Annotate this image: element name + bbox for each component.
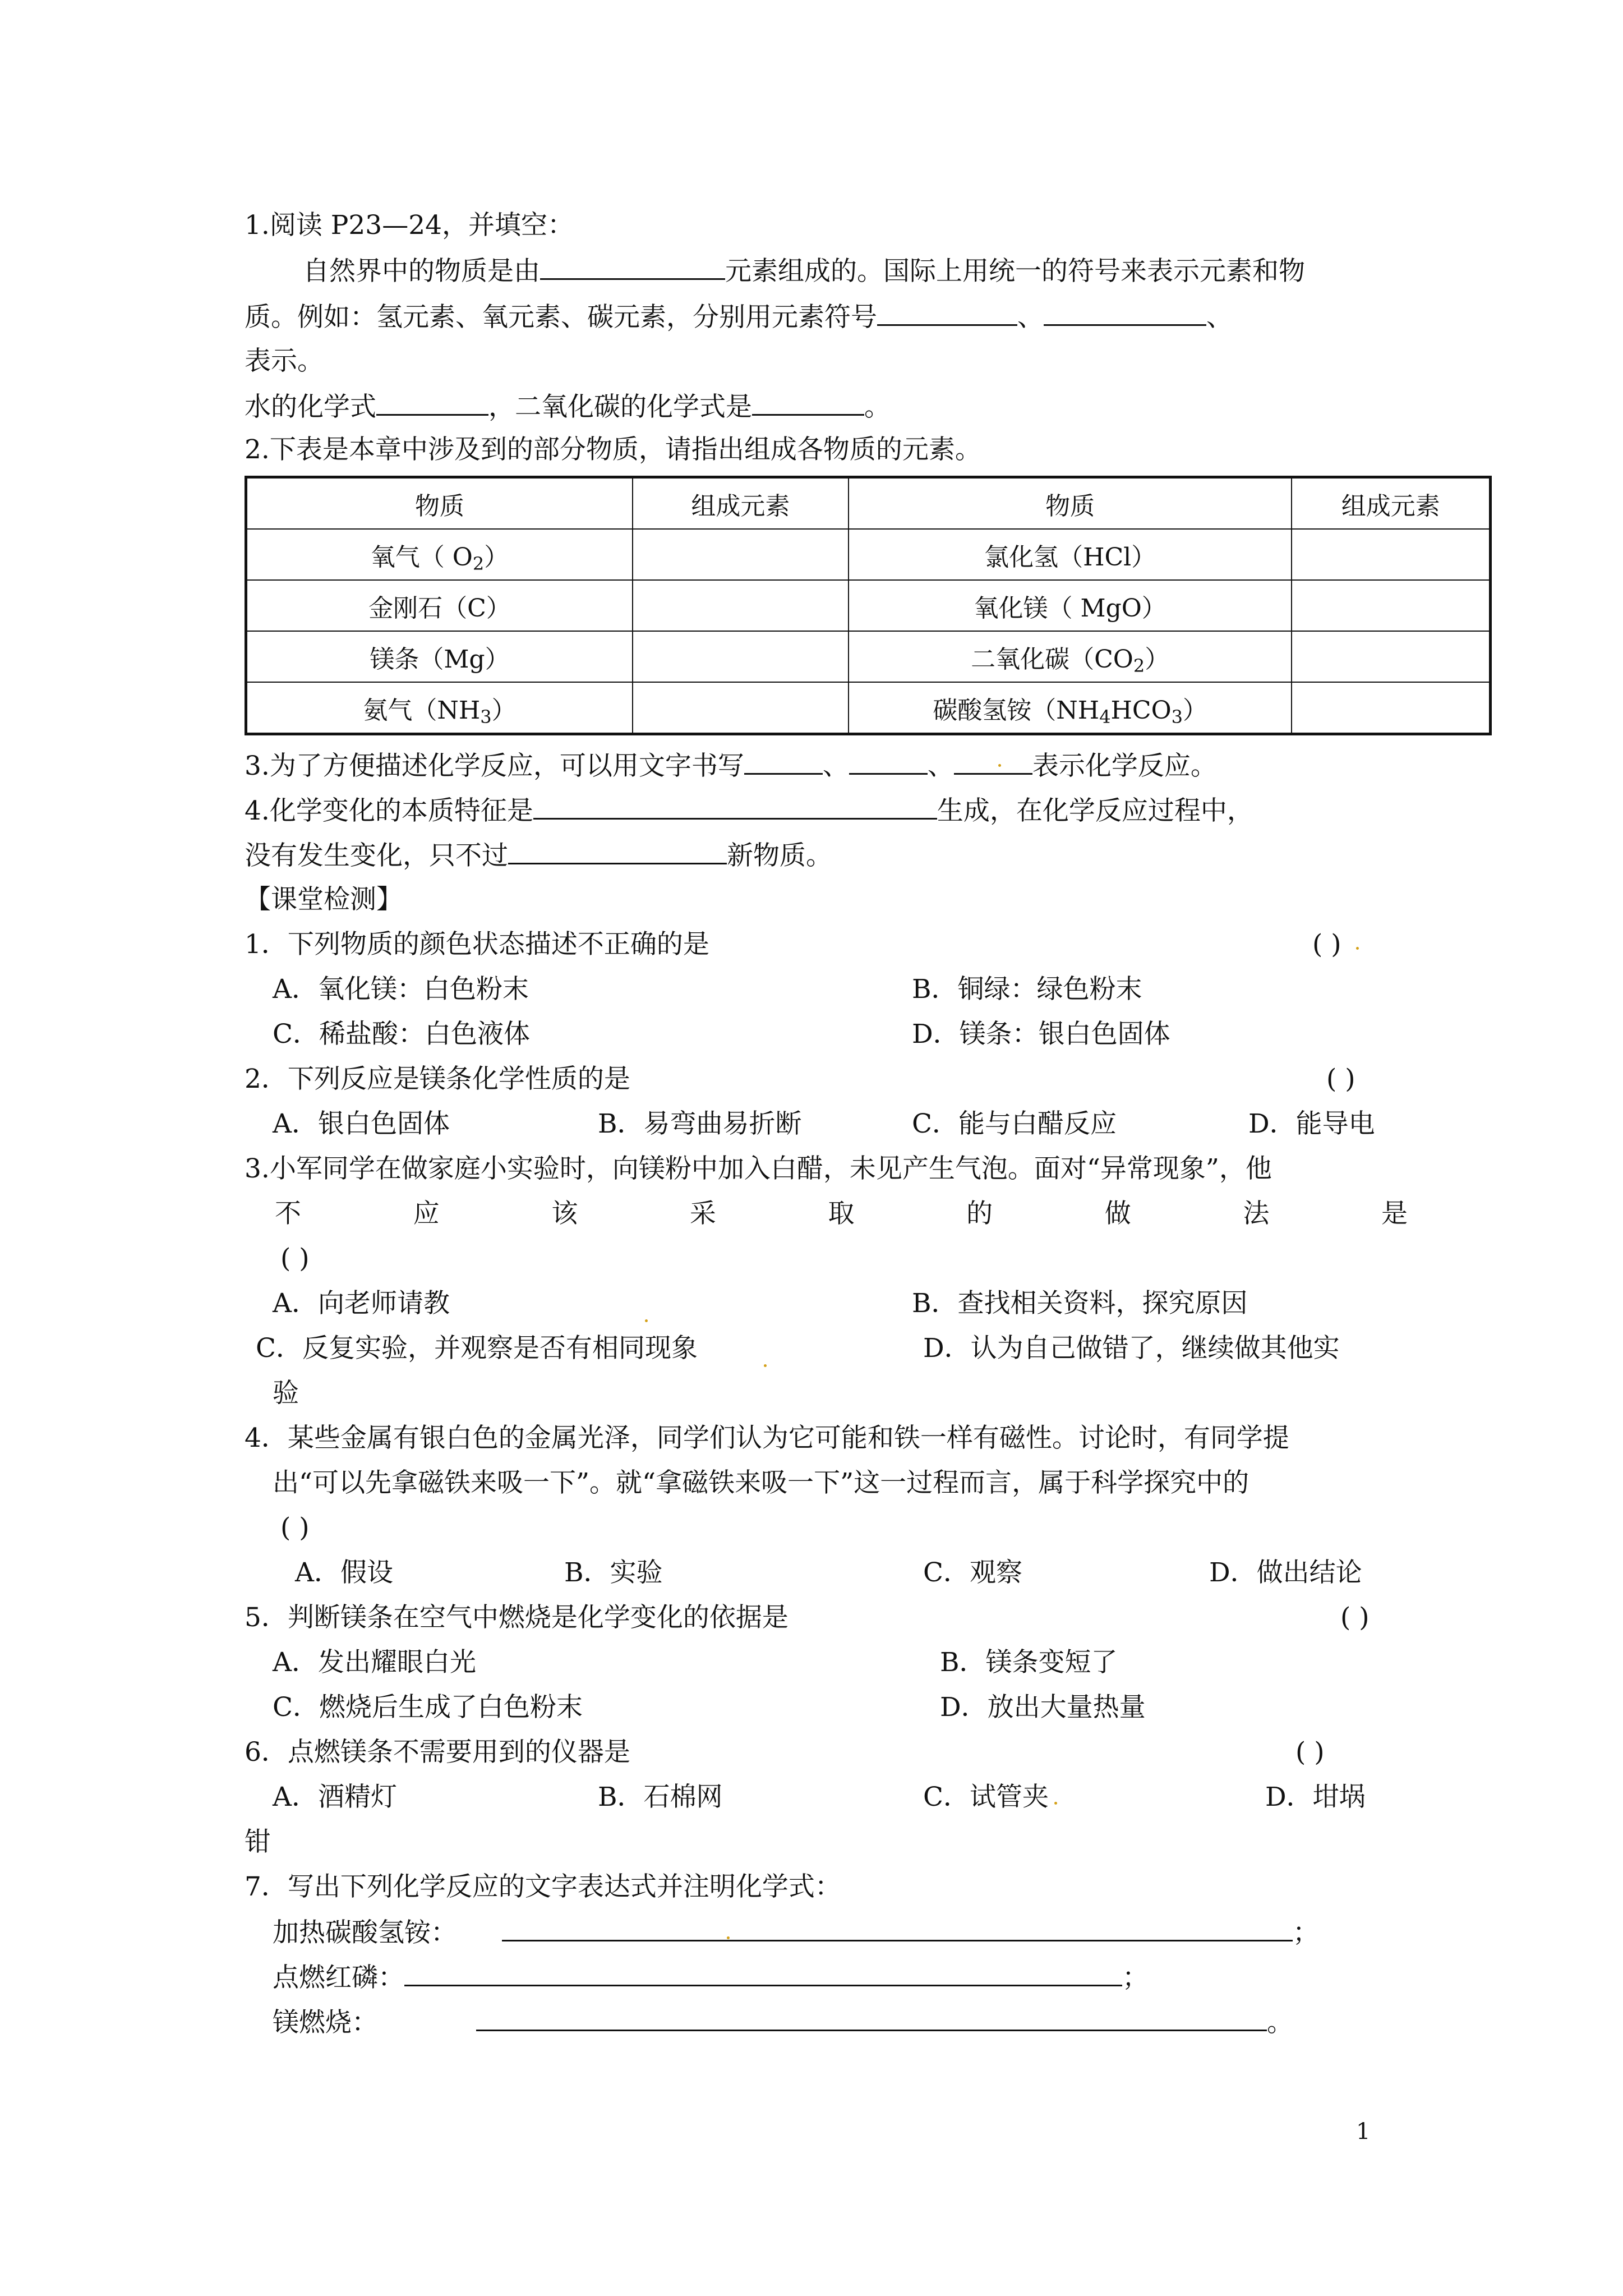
option-d[interactable]: D．做出结论 <box>1209 1557 1362 1588</box>
substance-cell <box>246 682 633 734</box>
option-c[interactable]: C．能与白醋反应 <box>912 1108 1117 1139</box>
page-number: 1 <box>1356 2119 1371 2145</box>
substance-name: 氨气（NH <box>363 696 481 725</box>
reading-line-4 <box>245 389 891 424</box>
option-b[interactable]: B．查找相关资料，探究原因 <box>912 1288 1248 1319</box>
option-b[interactable]: B．铜绿：绿色粉末 <box>912 974 1142 1005</box>
reading-text: 质。例如：氢元素、氧元素、碳元素，分别用元素符号 <box>245 302 877 333</box>
scan-speck <box>998 764 1001 767</box>
reading-line-3: 表示。 <box>245 346 324 376</box>
stem-char: 是 <box>1381 1198 1408 1229</box>
option-d[interactable]: D．坩埚 <box>1265 1782 1366 1812</box>
fill-blank[interactable] <box>877 300 1017 326</box>
q3-line <box>245 748 1217 783</box>
answer-parens[interactable]: ( ) <box>1326 1064 1355 1094</box>
stem-char: 采 <box>689 1198 716 1229</box>
q3-text: 3.为了方便描述化学反应，可以用文字书写 <box>245 751 744 781</box>
option-a[interactable]: A．发出耀眼白光 <box>273 1647 476 1678</box>
option-d[interactable]: D．认为自己做错了，继续做其他实 <box>923 1333 1340 1364</box>
question-stem-spaced <box>275 1197 1408 1231</box>
substance-name: 氧气（ O <box>370 542 473 572</box>
element-answer-cell[interactable] <box>1292 631 1490 682</box>
option-a[interactable]: A．向老师请教 <box>273 1288 450 1319</box>
option-a[interactable]: A．氧化镁：白色粉末 <box>273 974 529 1005</box>
q2-title: 2.下表是本章中涉及到的部分物质，请指出组成各物质的元素。 <box>245 434 981 465</box>
reading-text: 水的化学式 <box>245 392 376 422</box>
stem-char: 不 <box>275 1198 301 1229</box>
substance-name: 氯化氢（HCl） <box>984 542 1156 572</box>
scan-speck <box>764 1364 767 1367</box>
question-stem: 3.小军同学在做家庭小实验时，向镁粉中加入白醋，未见产生气泡。面对“异常现象”，他 <box>245 1153 1272 1184</box>
q4-line-1 <box>245 793 1253 828</box>
substance-name: ） <box>491 696 517 725</box>
equation-line <box>273 2005 1293 2040</box>
table-header-cell: 物质 <box>246 477 633 530</box>
equation-label: 加热碳酸氢铵： <box>273 1917 457 1948</box>
reading-title: 1.阅读 P23—24，并填空： <box>245 210 574 241</box>
option-b[interactable]: B．实验 <box>564 1557 663 1588</box>
question-stem: 7．写出下列化学反应的文字表达式并注明化学式： <box>245 1871 841 1902</box>
option-b[interactable]: B．石棉网 <box>598 1782 723 1812</box>
substance-name: ） <box>1145 645 1170 674</box>
question-stem: 6．点燃镁条不需要用到的仪器是 <box>245 1737 630 1768</box>
table-row <box>246 580 1491 631</box>
element-answer-cell[interactable] <box>1292 580 1490 631</box>
q3-text: 表示化学反应。 <box>1032 751 1217 781</box>
option-c[interactable]: C．稀盐酸：白色液体 <box>273 1019 530 1050</box>
option-d[interactable]: D．能导电 <box>1248 1108 1375 1139</box>
reading-text: 、 <box>1206 302 1233 333</box>
q3-text: 、 <box>822 751 849 781</box>
table-header-cell: 物质 <box>849 477 1292 530</box>
equation-line <box>273 1960 1149 1995</box>
section-heading: 【课堂检测】 <box>245 884 403 915</box>
answer-parens[interactable]: ( ) <box>280 1512 310 1543</box>
reading-text: 元素组成的。国际上用统一的符号来表示元素和物 <box>725 256 1305 287</box>
scan-speck <box>645 1319 648 1322</box>
reading-text: ，二氧化碳的化学式是 <box>488 392 752 422</box>
stem-char: 应 <box>413 1198 440 1229</box>
option-b[interactable]: B．易弯曲易折断 <box>598 1108 802 1139</box>
subscript: 2 <box>1133 655 1145 677</box>
answer-parens[interactable]: ( ) <box>1312 929 1341 960</box>
element-answer-cell[interactable] <box>633 631 849 682</box>
scan-speck <box>1054 1802 1057 1805</box>
fill-blank[interactable] <box>533 793 937 820</box>
option-c[interactable]: C．燃烧后生成了白色粉末 <box>273 1692 583 1723</box>
subscript: 2 <box>472 553 485 574</box>
subscript: 3 <box>1171 706 1183 728</box>
reading-text: 、 <box>1017 302 1044 333</box>
substance-name: 碳酸氢铵（NH <box>933 696 1100 725</box>
stem-char: 该 <box>551 1198 578 1229</box>
answer-parens[interactable]: ( ) <box>1340 1602 1370 1633</box>
substance-cell <box>849 580 1292 631</box>
option-c[interactable]: C．观察 <box>923 1557 1022 1588</box>
equation-end: 。 <box>1267 2007 1293 2038</box>
fill-blank[interactable] <box>540 254 725 280</box>
answer-parens[interactable]: ( ) <box>1295 1737 1325 1768</box>
answer-parens[interactable]: ( ) <box>280 1243 310 1274</box>
substance-name: ） <box>484 542 509 572</box>
table-header-cell: 组成元素 <box>1292 477 1490 530</box>
element-answer-cell[interactable] <box>633 529 849 580</box>
equation-input[interactable] <box>502 1915 1293 1941</box>
fill-blank[interactable] <box>1044 300 1206 326</box>
stem-char: 做 <box>1104 1198 1131 1229</box>
substance-name: 金刚石（C） <box>368 593 511 623</box>
option-d-continued: 验 <box>273 1378 299 1409</box>
reading-text: 。 <box>864 392 891 422</box>
option-d[interactable]: D．镁条：银白色固体 <box>912 1019 1170 1050</box>
fill-blank[interactable] <box>752 389 864 416</box>
elements-table <box>245 476 1492 735</box>
q4-text: 4.化学变化的本质特征是 <box>245 795 533 826</box>
table-row <box>246 529 1491 580</box>
reading-line-1 <box>303 254 1305 288</box>
substance-name: ） <box>1183 696 1208 725</box>
substance-cell <box>246 631 633 682</box>
q4-text: 生成，在化学反应过程中， <box>937 795 1253 826</box>
equation-line <box>273 1915 1319 1950</box>
element-answer-cell[interactable] <box>633 682 849 734</box>
question-stem: 2．下列反应是镁条化学性质的是 <box>245 1064 630 1094</box>
subscript: 3 <box>480 706 492 728</box>
equation-end: ； <box>1122 1962 1149 1993</box>
reading-line-2 <box>245 300 1233 334</box>
substance-name: 氧化镁（ MgO） <box>974 593 1166 623</box>
substance-cell <box>849 682 1292 734</box>
table-row <box>246 682 1491 734</box>
table-row <box>246 631 1491 682</box>
question-stem: 4．某些金属有银白色的金属光泽，同学们认为它可能和铁一样有磁性。讨论时，有同学提 <box>245 1423 1289 1453</box>
substance-cell <box>849 529 1292 580</box>
option-d[interactable]: D．放出大量热量 <box>940 1692 1146 1723</box>
scan-speck <box>1356 947 1359 950</box>
fill-blank[interactable] <box>954 748 1032 775</box>
equation-input[interactable] <box>476 2005 1267 2031</box>
q3-text: 、 <box>927 751 954 781</box>
substance-cell <box>849 631 1292 682</box>
element-answer-cell[interactable] <box>1292 529 1490 580</box>
equation-end: ； <box>1293 1917 1319 1948</box>
option-b[interactable]: B．镁条变短了 <box>940 1647 1118 1678</box>
substance-name: 二氧化碳（CO <box>971 645 1133 674</box>
stem-char: 法 <box>1243 1198 1270 1229</box>
table-header-cell: 组成元素 <box>633 477 849 530</box>
question-stem-2: 出“可以先拿磁铁来吸一下”。就“拿磁铁来吸一下”这一过程而言，属于科学探究中的 <box>273 1467 1249 1498</box>
option-c[interactable]: C．反复实验，并观察是否有相同现象 <box>256 1333 698 1364</box>
q4-line-2 <box>245 838 832 873</box>
stem-char: 取 <box>828 1198 855 1229</box>
option-d-continued: 钳 <box>245 1826 271 1857</box>
reading-text: 自然界中的物质是由 <box>303 256 540 287</box>
fill-blank[interactable] <box>376 389 488 416</box>
question-stem: 5．判断镁条在空气中燃烧是化学变化的依据是 <box>245 1602 789 1633</box>
substance-cell <box>246 580 633 631</box>
equation-input[interactable] <box>404 1960 1122 1986</box>
substance-name: 镁条（Mg） <box>370 645 510 674</box>
option-c[interactable]: C．试管夹 <box>923 1782 1049 1812</box>
fill-blank[interactable] <box>508 838 727 864</box>
fill-blank[interactable] <box>849 748 928 775</box>
element-answer-cell[interactable] <box>1292 682 1490 734</box>
substance-name: HCO <box>1110 696 1172 725</box>
element-answer-cell[interactable] <box>633 580 849 631</box>
option-a[interactable]: A．假设 <box>295 1557 393 1588</box>
option-a[interactable]: A．银白色固体 <box>273 1108 450 1139</box>
equation-label: 点燃红磷： <box>273 1962 404 1993</box>
option-a[interactable]: A．酒精灯 <box>273 1782 397 1812</box>
subscript: 4 <box>1099 706 1111 728</box>
fill-blank[interactable] <box>744 748 823 775</box>
equation-label: 镁燃烧： <box>273 2007 378 2038</box>
table-header-row <box>246 477 1491 530</box>
q4-text: 新物质。 <box>727 840 832 871</box>
scan-speck <box>727 1936 730 1939</box>
q4-text: 没有发生变化，只不过 <box>245 840 508 871</box>
question-stem: 1．下列物质的颜色状态描述不正确的是 <box>245 929 709 960</box>
stem-char: 的 <box>966 1198 993 1229</box>
substance-cell <box>246 529 633 580</box>
